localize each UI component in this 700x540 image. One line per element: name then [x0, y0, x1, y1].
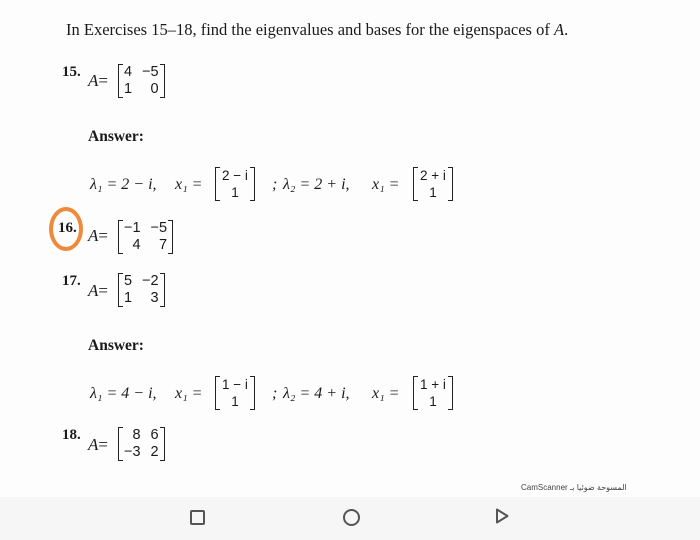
- camscanner-watermark: CamScanner المسوحة ضوئيا بـ: [521, 483, 627, 492]
- matrix-cell: −5: [142, 64, 159, 80]
- answer-17-lambda2: λ₂ = 4 + i,: [283, 385, 350, 402]
- vector-entry: 1: [231, 394, 239, 409]
- title-text: In Exercises 15–18, find the eigenvalues and bases for the eigenspaces of: [66, 20, 554, 39]
- vector-entry: 1 + i: [420, 377, 446, 392]
- answer-15-x1-label: x₁ =: [175, 176, 203, 193]
- answer-17-vector1: [215, 376, 255, 410]
- vector-entry: 1: [429, 394, 437, 409]
- answer-label-15: Answer:: [88, 128, 144, 145]
- answer-17-x1-label: x₁ =: [175, 385, 203, 402]
- exercise-18-number: 18.: [62, 427, 81, 443]
- exercise-18-matrix: [118, 427, 165, 461]
- matrix-cell: −3: [124, 444, 141, 460]
- exercise-15-lhs: A=: [88, 71, 108, 90]
- matrix-cell: −2: [142, 273, 159, 289]
- exercise-17-number: 17.: [62, 273, 81, 289]
- exercise-16-number: 16.: [58, 220, 77, 236]
- answer-15-lambda2: λ₂ = 2 + i,: [283, 176, 350, 193]
- answer-17-vector2: [413, 376, 453, 410]
- matrix-cell: 8: [132, 427, 141, 443]
- exercise-16-matrix: [118, 220, 173, 254]
- page-title: [66, 20, 568, 40]
- exercise-17-matrix: [118, 273, 165, 307]
- title-period: .: [564, 20, 569, 39]
- vector-entry: 1: [429, 185, 437, 200]
- triangle-icon[interactable]: [495, 508, 509, 524]
- vector-entry: 2 − i: [222, 168, 248, 183]
- matrix-cell: 0: [150, 81, 159, 97]
- matrix-cell: 4: [132, 237, 141, 253]
- answer-15-vector2: [413, 167, 453, 201]
- matrix-cell: 2: [150, 444, 159, 460]
- vector-entry: 1: [231, 185, 239, 200]
- answer-17-x2-label: x₁ =: [372, 385, 400, 402]
- answer-15-lambda1: λ₁ = 2 − i,: [90, 176, 157, 193]
- matrix-cell: 4: [124, 64, 133, 80]
- matrix-cell: −1: [124, 220, 141, 236]
- exercise-15-matrix: [118, 64, 165, 98]
- square-icon[interactable]: [190, 510, 205, 525]
- matrix-cell: 7: [159, 237, 168, 253]
- title-variable: A: [553, 20, 565, 39]
- matrix-cell: 5: [124, 273, 133, 289]
- answer-label-17: Answer:: [88, 337, 144, 354]
- answer-17-lambda1: λ₁ = 4 − i,: [90, 385, 157, 402]
- circle-icon[interactable]: [343, 509, 360, 526]
- matrix-cell: 3: [150, 290, 159, 306]
- matrix-cell: −5: [150, 220, 168, 236]
- exercise-15-number: 15.: [62, 64, 81, 80]
- exercise-16-lhs: A=: [88, 226, 108, 245]
- matrix-cell: 1: [124, 290, 133, 306]
- exercise-18-lhs: A=: [88, 435, 108, 454]
- answer-15-vector1: [215, 167, 255, 201]
- vector-entry: 2 + i: [420, 168, 446, 183]
- exercise-17-lhs: A=: [88, 281, 108, 300]
- answer-17-separator: ;: [272, 385, 278, 402]
- matrix-cell: 1: [124, 81, 133, 97]
- matrix-cell: 6: [150, 427, 159, 443]
- answer-15-separator: ;: [272, 176, 278, 193]
- vector-entry: 1 − i: [222, 377, 248, 392]
- answer-15-x2-label: x₁ =: [372, 176, 400, 193]
